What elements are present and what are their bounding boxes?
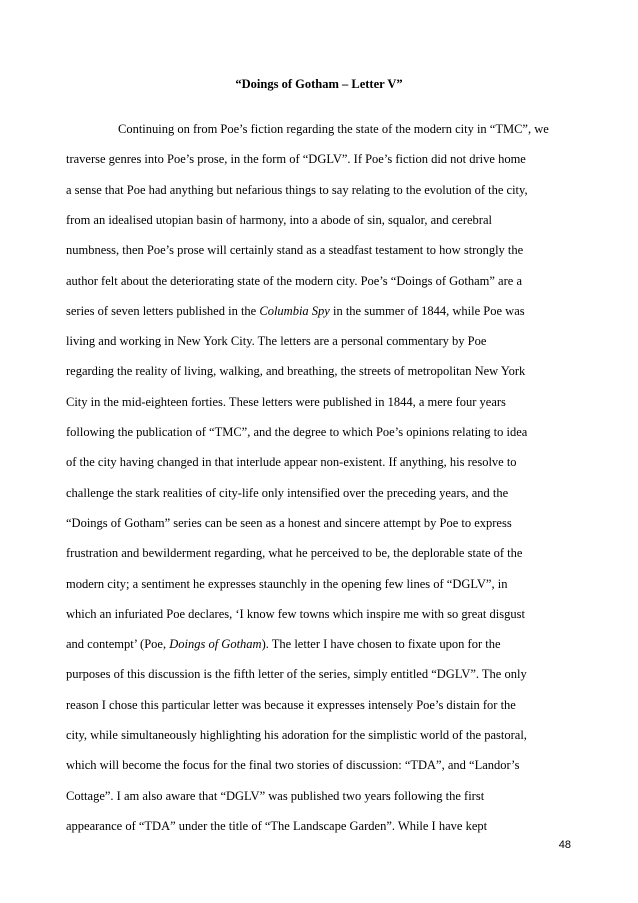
- body-line: [66, 666, 527, 682]
- text-segment: Cottage”. I am also aware that “DGLV” was published two years following the first: [66, 788, 485, 803]
- text-segment: purposes of this discussion is the fifth letter of the series, simply entitled “DGLV”. The only: [66, 667, 527, 682]
- text-segment: ). The letter I have chosen to fixate upon for the: [261, 637, 501, 652]
- text-segment: following the publication of “TMC”, and the degree to which Poe’s opinions relating to idea: [66, 425, 528, 439]
- body-line: [66, 242, 523, 258]
- body-line: [66, 333, 486, 349]
- text-segment: regarding the reality of living, walking, and breathing, the streets of metropolitan New York: [66, 364, 526, 379]
- text-segment: appearance of “TDA” under the title of “The Landscape Garden”. While I have kept: [66, 818, 488, 833]
- body-line: [66, 788, 484, 804]
- text-segment: living and working in New York City. The letters are a personal commentary by Poe: [66, 334, 487, 349]
- text-segment: in the summer of 1844, while Poe was: [329, 303, 525, 318]
- text-segment: which will become the focus for the final two stories of discussion: “TDA”, and “Landor’s: [66, 758, 520, 773]
- text-segment: which an infuriated Poe declares, ‘I know few towns which inspire me with so great disgust: [66, 606, 525, 621]
- text-segment: of the city having changed in that interlude appear non-existent. If anything, his resolve to: [66, 455, 517, 470]
- text-segment: traverse genres into Poe’s prose, in the form of “DGLV”. If Poe’s fiction did not drive home: [66, 152, 526, 167]
- body-line: [66, 515, 512, 531]
- text-segment: author felt about the deteriorating state of the modern city. Poe’s “Doings of Gotham” are a: [66, 273, 522, 288]
- body-line: [66, 151, 526, 167]
- body-line: [66, 818, 487, 834]
- text-segment: a sense that Poe had anything but nefarious things to say relating to the evolution of the city,: [66, 182, 528, 197]
- text-segment: modern city; a sentiment he expresses staunchly in the opening few lines of “DGLV”, in: [66, 576, 508, 591]
- body-line: [66, 273, 522, 289]
- body-line: [66, 545, 522, 561]
- italic-title: Columbia Spy: [259, 303, 330, 318]
- body-line: [66, 485, 508, 501]
- body-line: [66, 636, 501, 652]
- body-line: [66, 363, 525, 379]
- body-line: [66, 394, 506, 410]
- body-line: [66, 697, 516, 713]
- page-number: 48: [558, 839, 571, 851]
- text-segment: from an idealised utopian basin of harmony, into a abode of sin, squalor, and cerebral: [66, 212, 492, 227]
- body-line: [66, 424, 527, 440]
- body-line: [66, 212, 492, 228]
- body-line: [66, 606, 525, 622]
- text-segment: series of seven letters published in the: [66, 303, 260, 318]
- italic-title: Doings of Gotham: [169, 637, 262, 652]
- body-line: [66, 454, 517, 470]
- page-title: “Doings of Gotham – Letter V”: [235, 77, 403, 91]
- text-segment: reason I chose this particular letter was because it expresses intensely Poe’s distain for the: [66, 697, 516, 712]
- text-segment: frustration and bewilderment regarding, what he perceived to be, the deplorable state of the: [66, 546, 523, 561]
- body-line: [118, 121, 549, 137]
- text-segment: Continuing on from Poe’s fiction regarding the state of the modern city in “TMC”, we: [118, 122, 549, 136]
- body-line: [66, 757, 519, 773]
- text-segment: City in the mid-eighteen forties. These letters were published in 1844, a mere four years: [66, 394, 506, 409]
- body-line: [66, 182, 528, 198]
- text-segment: “Doings of Gotham” series can be seen as a honest and sincere attempt by Poe to express: [66, 515, 512, 530]
- text-segment: numbness, then Poe’s prose will certainly stand as a steadfast testament to how strongly the: [66, 243, 524, 258]
- text-segment: and contempt’ (Poe,: [66, 637, 170, 652]
- body-line: [66, 303, 525, 319]
- text-segment: city, while simultaneously highlighting his adoration for the simplistic world of the pastoral,: [66, 728, 527, 742]
- body-line: [66, 576, 507, 592]
- text-segment: challenge the stark realities of city-life only intensified over the preceding years, and the: [66, 485, 509, 500]
- body-line: [66, 727, 527, 743]
